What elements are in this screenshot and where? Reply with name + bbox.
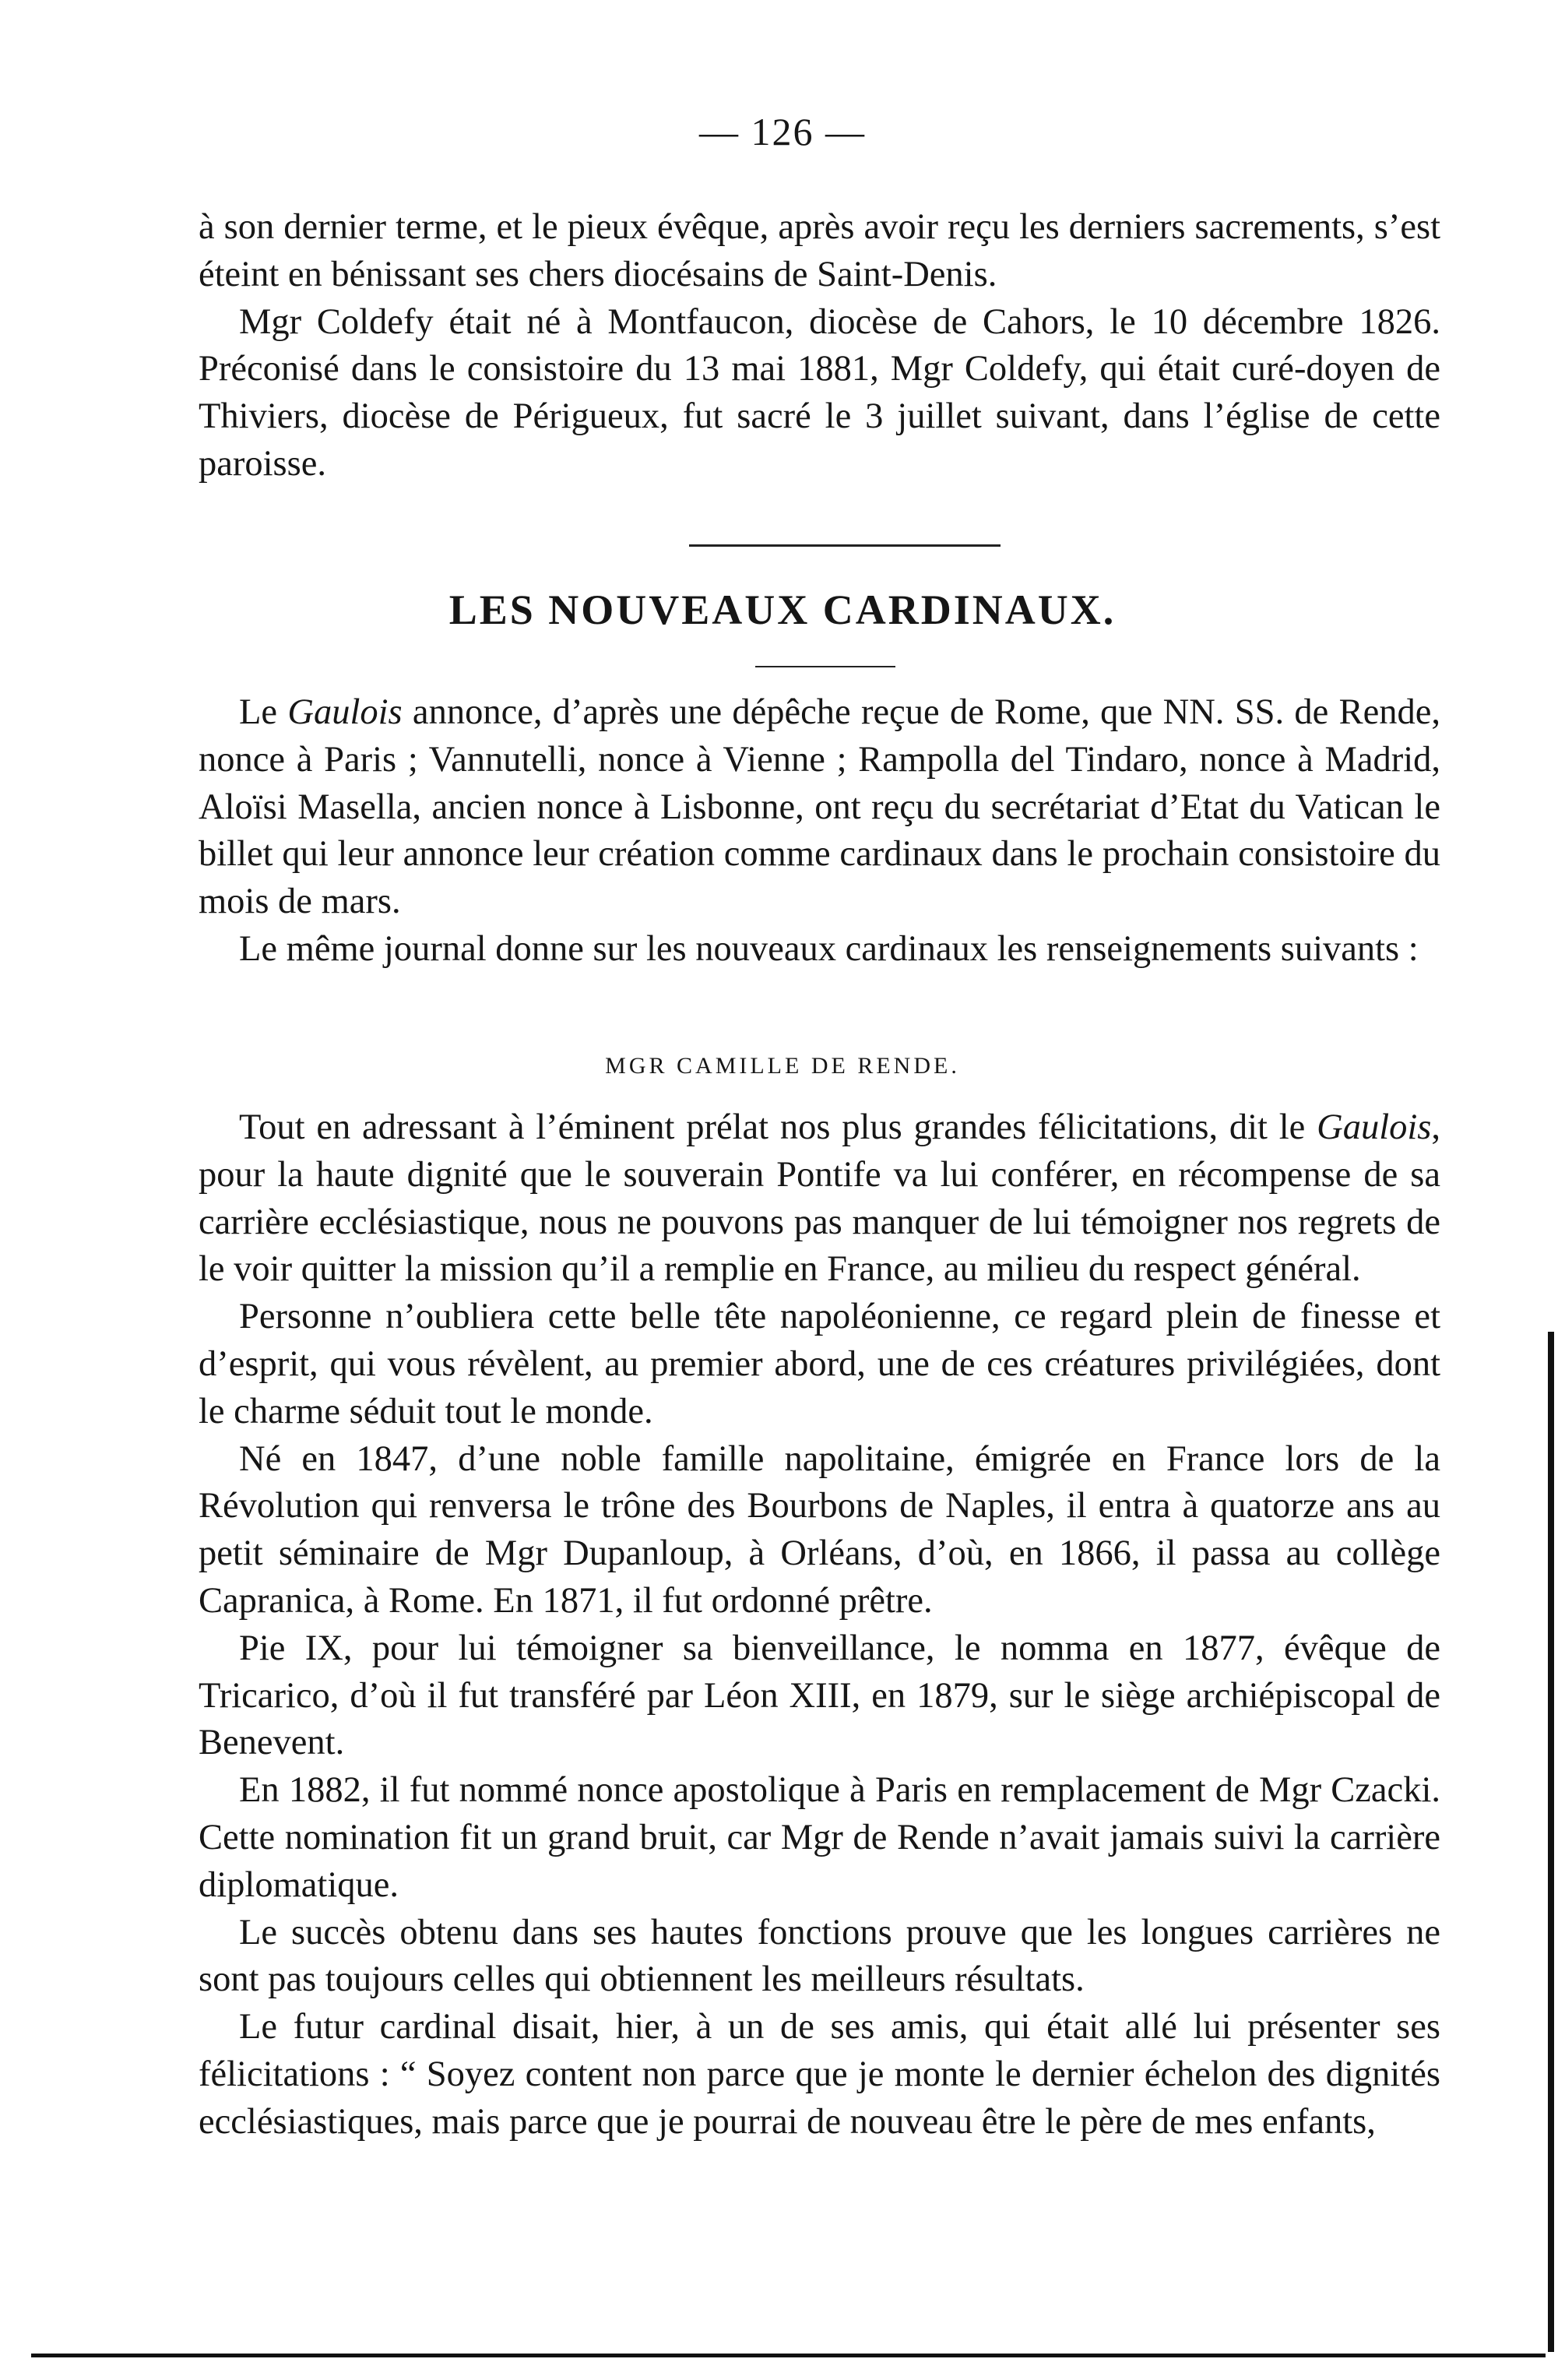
text-run: annonce, d’après une dépêche reçue de Rome, que NN. SS. de Rende, nonce à Paris ; Vannutelli, nonce à Vienne ; Rampolla del Tindaro, nonce à Madrid, Aloïsi Masella, ancien nonce à Lisbonne, ont reçu du secrétariat d’Etat du Vatican le billet qui leur annonce leur création comme cardinaux dans le prochain consistoire du mois de mars.: [199, 692, 1440, 922]
newspaper-title: Gaulois: [1317, 1107, 1432, 1147]
paragraph: Pie IX, pour lui témoigner sa bienveillance, le nomma en 1877, évêque de Tricarico, d’où il fut transféré par Léon XIII, en 1879, sur le siège archiépiscopal de Benevent.: [199, 1628, 1440, 1763]
page-edge-shadow: [1548, 1332, 1554, 2352]
section-heading: LES NOUVEAUX CARDINAUX.: [448, 586, 1117, 633]
paragraph: Le même journal donne sur les nouveaux cardinaux les renseignements suivants :: [239, 928, 1419, 969]
newspaper-title: Gaulois: [287, 692, 403, 732]
announcement-text: [199, 689, 1440, 973]
heading-underline: [755, 666, 895, 667]
paragraph: à son dernier terme, et le pieux évêque, après avoir reçu les derniers sacrements, s’est éteint en bénissant ses chers diocésains de Saint-Denis.: [199, 207, 1440, 294]
paragraph: Personne n’oubliera cette belle tête napoléonienne, ce regard plein de finesse et d’esprit, qui vous révèlent, au premier abord, une de ces créatures privilégiées, dont le charme séduit tout le monde.: [199, 1297, 1440, 1431]
biography-text: [199, 1104, 1440, 2146]
paragraph: Mgr Coldefy était né à Montfaucon, diocèse de Cahors, le 10 décembre 1826. Préconisé dans le consistoire du 13 mai 1881, Mgr Coldefy, qui était curé-doyen de Thiviers, diocèse de Périgueux, fut sacré le 3 juillet suivant, dans l’église de cette paroisse.: [199, 301, 1440, 484]
text-run: Le: [239, 692, 288, 732]
paragraph: [199, 689, 1440, 926]
paragraph: Né en 1847, d’une noble famille napolitaine, émigrée en France lors de la Révolution qui renversa le trône des Bourbons de Naples, il entra à quatorze ans au petit séminaire de Mgr Dupanloup, à Orléans, d’où, en 1866, il passa au collège Capranica, à Rome. En 1871, il fut ordonné prêtre.: [199, 1438, 1440, 1621]
page-number: — 126 —: [699, 110, 866, 153]
obituary-text: [199, 204, 1440, 488]
text-run: , pour la haute dignité que le souverain Pontife va lui conférer, en récompense de sa carrière ecclésiastique, nous ne pouvons pas manquer de lui témoigner nos regrets de le voir quitter la mission qu’il a remplie en France, au milieu du respect général.: [199, 1107, 1440, 1290]
text-run: Tout en adressant à l’éminent prélat nos plus grandes félicitations, dit le: [239, 1107, 1317, 1147]
section-divider: [689, 544, 1001, 547]
paragraph: Le futur cardinal disait, hier, à un de ses amis, qui était allé lui présenter ses félicitations : “ Soyez content non parce que je monte le dernier échelon des dignités ecclésiastiques, mais parce que je pourrai de nouveau être le père de mes enfants,: [199, 2007, 1440, 2142]
paragraph: En 1882, il fut nommé nonce apostolique à Paris en remplacement de Mgr Czacki. Cette nomination fit un grand bruit, car Mgr de Rende n’avait jamais suivi la carrière diplomatique.: [199, 1770, 1440, 1905]
paragraph: [199, 1104, 1440, 1294]
paragraph: Le succès obtenu dans ses hautes fonctions prouve que les longues carrières ne sont pas toujours celles qui obtiennent les meilleurs résultats.: [199, 1912, 1440, 2000]
page-bottom-edge: [31, 2354, 1546, 2357]
subheading: MGR CAMILLE DE RENDE.: [605, 1053, 960, 1079]
